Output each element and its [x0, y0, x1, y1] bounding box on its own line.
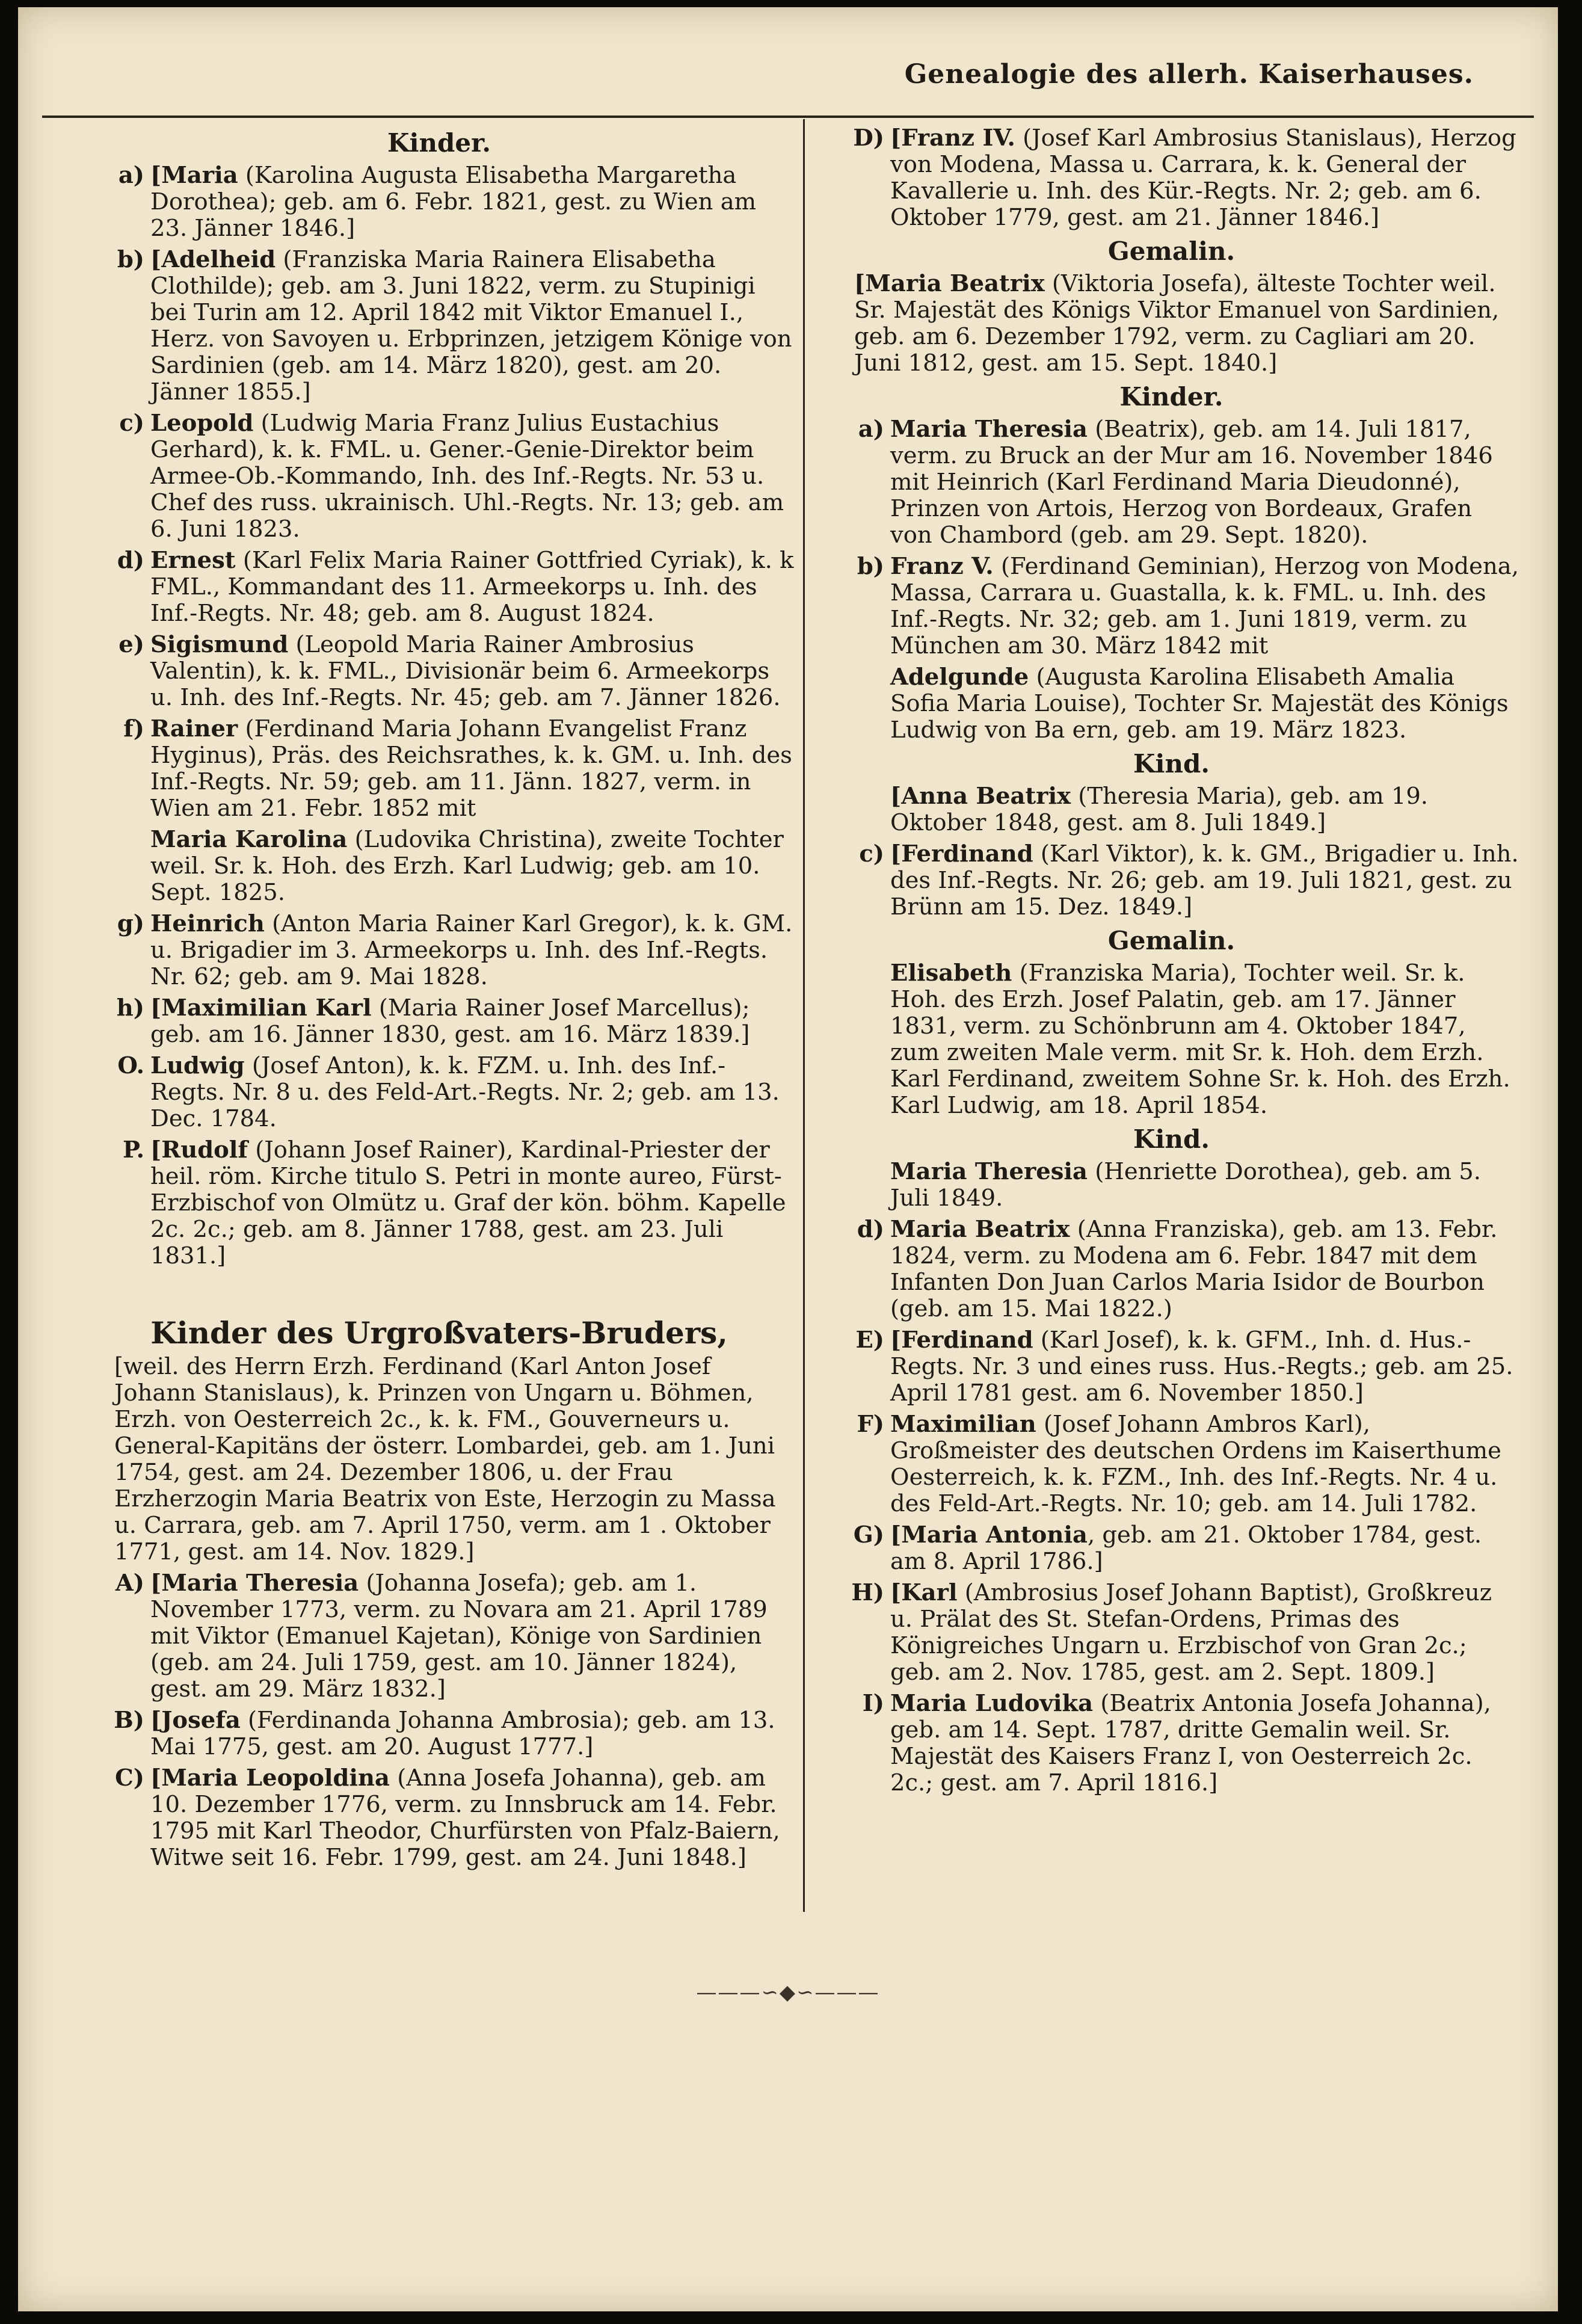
- entry-text: (Ludwig Maria Franz Julius Eustachius Gerhard), k. k. FML. u. Gener.-Genie-Direktor beim Armee-Ob.-Kommando, Inh. des Inf.-Regts. Nr. 53 u. Chef des russ. ukrainisch. Uhl.-Regts. Nr. 13; geb. am 6. Juni 1823.: [150, 410, 784, 543]
- entry: [824, 1691, 1519, 1796]
- entry-text: (Johann Josef Rainer), Kardinal-Priester der heil. röm. Kirche titulo S. Petri in monte aureo, Fürst-Erzbischof von Olmütz u. Graf der kön. böhm. Kapelle 2c. 2c.; geb. am 8. Jänner 1788, gest. am 23. Juli 1831.]: [150, 1136, 786, 1269]
- spouse-text: (Ludovika Christina), zweite Tochter weil. Sr. k. Hoh. des Erzh. Karl Ludwig; geb. am 10. Sept. 1825.: [150, 826, 784, 906]
- entry-letter: b): [117, 246, 144, 273]
- entry-name: Heinrich: [150, 910, 265, 937]
- entry-name: [Maria Antonia: [890, 1521, 1088, 1549]
- entry-text: (Johanna Josefa); geb. am 1. November 1773, verm. zu Novara am 21. April 1789 mit Viktor (Emanuel Kajetan), Könige von Sardinien (geb. am 24. Juli 1759, gest. am 10. Jänner 1824), gest. am 29. März 1832.]: [150, 1570, 768, 1703]
- entry-text: , geb. am 21. Oktober 1784, gest. am 8. April 1786.]: [890, 1521, 1482, 1575]
- entry-name: [Rudolf: [150, 1136, 248, 1164]
- entry-name: [Maria Leopoldina: [150, 1765, 390, 1792]
- entry-name: Maria Theresia: [890, 416, 1088, 443]
- entry-text: (Franziska Maria Rainera Elisabetha Clothilde); geb. am 3. Juni 1822, verm. zu Stupinigi bei Turin am 12. April 1842 mit Viktor Emanuel I., Herz. von Savoyen u. Erbprinzen, jetzigem Könige von Sardinien (geb. am 14. März 1820), gest. am 20. Jänner 1855.]: [150, 246, 792, 405]
- entry: [84, 162, 794, 242]
- entry: [84, 716, 794, 822]
- entry-name: [Maximilian Karl: [150, 994, 372, 1022]
- section-heading-kinder: Kinder.: [1119, 382, 1223, 411]
- entry-text: (Karolina Augusta Elisabetha Margaretha Dorothea); geb. am 6. Febr. 1821, gest. zu Wien am 23. Jänner 1846.]: [150, 162, 757, 242]
- entry: [824, 841, 1519, 920]
- entry: [824, 125, 1519, 231]
- entry-name: Maria Beatrix: [890, 1216, 1070, 1243]
- entry-letter: D): [853, 125, 884, 152]
- entry-text: (Maria Rainer Josef Marcellus); geb. am 16. Jänner 1830, gest. am 16. März 1839.]: [150, 994, 750, 1048]
- entry: [84, 247, 794, 405]
- entry-letter: g): [117, 910, 144, 937]
- spouse-text: (Augusta Karolina Elisabeth Amalia Sofia Maria Louise), Tochter Sr. Majestät des Königs Ludwig von Ba ern, geb. am 19. März 1823.: [890, 664, 1509, 744]
- entry: [84, 1707, 794, 1760]
- entry-letter: d): [857, 1216, 884, 1243]
- entry-name: [Karl: [890, 1579, 958, 1606]
- entry-letter: H): [851, 1579, 884, 1606]
- entry-letter: f): [123, 715, 144, 742]
- left-column: [84, 125, 794, 1876]
- entry-text: (Beatrix Antonia Josefa Johanna), geb. am 14. Sept. 1787, dritte Gemalin weil. Sr. Majestät des Kaisers Franz I, von Oesterreich 2c. 2c.; gest. am 7. April 1816.]: [890, 1690, 1491, 1796]
- entry-text: (Josef Karl Ambrosius Stanislaus), Herzog von Modena, Massa u. Carrara, k. k. General der Kavallerie u. Inh. des Kür.-Regts. Nr. 2; geb. am 6. Oktober 1779, gest. am 21. Jänner 1846.]: [890, 125, 1516, 231]
- entry-name: [Josefa: [150, 1707, 241, 1734]
- spouse-entry: [824, 271, 1519, 377]
- entry-letter: b): [857, 553, 884, 580]
- entry-text: (Ferdinand Maria Johann Evangelist Franz Hyginus), Präs. des Reichsrathes, k. k. GM. u. Inh. des Inf.-Regts. Nr. 59; geb. am 11. Jänn. 1827, verm. in Wien am 21. Febr. 1852 mit: [150, 715, 792, 822]
- entry-name: [Ferdinand: [890, 840, 1033, 868]
- entry-text: (Beatrix), geb. am 14. Juli 1817, verm. zu Bruck an der Mur am 16. November 1846 mit Heinrich (Karl Ferdinand Maria Dieudonné), Prinzen von Artois, Herzog von Bordeaux, Grafen von Chambord (geb. am 29. Sept. 1820).: [890, 416, 1493, 549]
- spouse-name: Adelgunde: [890, 664, 1029, 691]
- entry-letter: d): [117, 547, 144, 574]
- entry-text: (Ferdinanda Johanna Ambrosia); geb. am 13. Mai 1775, gest. am 20. August 1777.]: [150, 1707, 775, 1760]
- entry: [824, 553, 1519, 659]
- entry-text: (Leopold Maria Rainer Ambrosius Valentin), k. k. FML., Divisionär beim 6. Armeekorps u. Inh. des Inf.-Regts. Nr. 45; geb. am 7. Jänner 1826.: [150, 631, 781, 711]
- entry-text: (Karl Viktor), k. k. GM., Brigadier u. Inh. des Inf.-Regts. Nr. 26; geb. am 19. Juli 1821, gest. zu Brünn am 15. Dez. 1849.]: [890, 840, 1519, 920]
- entry-text: (Anna Josefa Johanna), geb. am 10. Dezember 1776, verm. zu Innsbruck am 14. Febr. 1795 mit Karl Theodor, Churfürsten von Pfalz-Baiern, Witwe seit 16. Febr. 1799, gest. am 24. Juni 1848.]: [150, 1765, 780, 1871]
- entry-letter: G): [853, 1521, 884, 1549]
- entry-name: Maria Ludovika: [890, 1690, 1094, 1717]
- entry-letter: c): [119, 410, 144, 437]
- child-name: Maria Theresia: [890, 1158, 1088, 1185]
- spouse-text: (Franziska Maria), Tochter weil. Sr. k. Hoh. des Erzh. Josef Palatin, geb. am 17. Jänner 1831, verm. zu Schönbrunn am 4. Oktober 1847, zum zweiten Male verm. mit Sr. k. Hoh. dem Erzh. Karl Ferdinand, zweitem Sohne Sr. k. Hoh. des Erzh. Karl Ludwig, am 18. April 1854.: [890, 960, 1510, 1119]
- entry-name: Leopold: [150, 410, 254, 437]
- entry-letter: e): [118, 631, 144, 658]
- entry-letter: a): [858, 416, 884, 443]
- entry-name: Ernest: [150, 547, 236, 574]
- entry-text: (Ferdinand Geminian), Herzog von Modena, Massa, Carrara u. Guastalla, k. k. FML. u. Inh. des Inf.-Regts. Nr. 32; geb. am 1. Juni 1819, verm. zu München am 30. März 1842 mit: [890, 553, 1519, 659]
- entry-letter: F): [857, 1411, 884, 1438]
- entry-name: [Maria: [150, 162, 238, 189]
- entry: [84, 1137, 794, 1269]
- child-name: [Anna Beatrix: [890, 783, 1071, 810]
- right-column: [824, 125, 1519, 1801]
- entry-letter: c): [859, 840, 884, 868]
- entry: [84, 1570, 794, 1703]
- page-header: Genealogie des allerh. Kaiserhauses.: [904, 59, 1474, 90]
- spouse-entry: [84, 827, 794, 906]
- child-entry: [824, 783, 1519, 836]
- entry-letter: O.: [117, 1052, 144, 1079]
- entry-name: [Maria Theresia: [150, 1570, 359, 1597]
- entry-text: (Josef Anton), k. k. FZM. u. Inh. des Inf.-Regts. Nr. 8 u. des Feld-Art.-Regts. Nr. 2; geb. am 13. Dec. 1784.: [150, 1052, 780, 1132]
- entry: [84, 1765, 794, 1871]
- entry-letter: P.: [123, 1136, 144, 1164]
- entry-name: Rainer: [150, 715, 238, 742]
- spouse-name: [Maria Beatrix: [854, 270, 1045, 297]
- entry-name: Sigismund: [150, 631, 289, 658]
- entry-letter: E): [855, 1327, 884, 1354]
- entry-text: (Anna Franziska), geb. am 13. Febr. 1824, verm. zu Modena am 6. Febr. 1847 mit dem Infanten Don Juan Carlos Maria Isidor de Bourbon (geb. am 15. Mai 1822.): [890, 1216, 1498, 1322]
- spouse-name: Maria Karolina: [150, 826, 348, 853]
- child-text: (Henriette Dorothea), geb. am 5. Juli 1849.: [890, 1158, 1481, 1212]
- entry-letter: a): [118, 162, 144, 189]
- spouse-entry: [824, 664, 1519, 744]
- entry-text: (Karl Josef), k. k. GFM., Inh. d. Hus.-Regts. Nr. 3 und eines russ. Hus.-Regts.; geb. am 25. April 1781 gest. am 6. November 1850.]: [890, 1327, 1513, 1407]
- entry-text: (Josef Johann Ambros Karl), Großmeister des deutschen Ordens im Kaiserthume Oesterreich, k. k. FZM., Inh. des Inf.-Regts. Nr. 4 u. des Feld-Art.-Regts. Nr. 10; geb. am 14. Juli 1782.: [890, 1411, 1501, 1517]
- entry: [824, 1411, 1519, 1517]
- entry-letter: h): [116, 994, 144, 1022]
- entry-name: Maximilian: [890, 1411, 1036, 1438]
- urgross-intro: [weil. des Herrn Erzh. Ferdinand (Karl Anton Josef Johann Stanislaus), k. Prinzen von Ungarn u. Böhmen, Erzh. von Oesterreich 2c., k. k. FM., Gouverneurs u. General-Kapitäns der österr. Lombardei, geb. am 1. Juni 1754, gest. am 24. Dezember 1806, u. der Frau Erzherzogin Maria Beatrix von Este, Herzogin zu Massa u. Carrara, geb. am 7. April 1750, verm. am 1 . Oktober 1771, gest. am 14. Nov. 1829.]: [114, 1353, 776, 1565]
- entry-letter: A): [115, 1570, 144, 1597]
- entry: [824, 416, 1519, 549]
- document-page: [18, 7, 1558, 2311]
- entry-letter: I): [862, 1690, 884, 1717]
- entry: [84, 410, 794, 543]
- child-entry: [824, 1159, 1519, 1212]
- ornament-divider-icon: ———∽◆∽———: [696, 1980, 880, 2005]
- entry: [824, 1327, 1519, 1407]
- entry: [824, 1522, 1519, 1575]
- section-heading-kind: Kind.: [1133, 1124, 1210, 1154]
- entry-text: (Karl Felix Maria Rainer Gottfried Cyriak), k. k FML., Kommandant des 11. Armeekorps u. Inh. des Inf.-Regts. Nr. 48; geb. am 8. August 1824.: [150, 547, 794, 627]
- entry: [84, 1053, 794, 1132]
- entry: [84, 995, 794, 1048]
- entry-letter: C): [115, 1765, 144, 1792]
- header-rule: [42, 116, 1534, 118]
- section-heading-gemalin: Gemalin.: [1107, 926, 1236, 955]
- entry-text: (Ambrosius Josef Johann Baptist), Großkreuz u. Prälat des St. Stefan-Ordens, Primas des Königreiches Ungarn u. Erzbischof von Gran 2c.; geb. am 2. Nov. 1785, gest. am 2. Sept. 1809.]: [890, 1579, 1492, 1686]
- column-divider: [803, 119, 805, 1912]
- section-heading-urgrossvater: Kinder des Urgroßvaters-Bruders,: [150, 1315, 728, 1351]
- entry-letter: B): [114, 1707, 144, 1734]
- child-text: (Theresia Maria), geb. am 19. Oktober 1848, gest. am 8. Juli 1849.]: [890, 783, 1429, 836]
- section-heading-kinder: Kinder.: [387, 128, 491, 158]
- entry: [824, 1580, 1519, 1686]
- section-heading-kind: Kind.: [1133, 749, 1210, 778]
- spouse-entry: [824, 960, 1519, 1119]
- entry-name: [Franz IV.: [890, 125, 1015, 152]
- entry-name: [Adelheid: [150, 246, 276, 273]
- spouse-text: (Viktoria Josefa), älteste Tochter weil. Sr. Majestät des Königs Viktor Emanuel von Sardinien, geb. am 6. Dezember 1792, verm. zu Cagliari am 20. Juni 1812, gest. am 15. Sept. 1840.]: [854, 270, 1500, 377]
- section-heading-gemalin: Gemalin.: [1107, 236, 1236, 266]
- entry: [84, 632, 794, 711]
- spouse-name: Elisabeth: [890, 960, 1012, 987]
- entry-text: (Anton Maria Rainer Karl Gregor), k. k. GM. u. Brigadier im 3. Armeekorps u. Inh. des Inf.-Regts. Nr. 62; geb. am 9. Mai 1828.: [150, 910, 793, 990]
- entry: [84, 911, 794, 990]
- entry: [84, 547, 794, 627]
- entry-name: Ludwig: [150, 1052, 245, 1079]
- entry-name: [Ferdinand: [890, 1327, 1033, 1354]
- entry: [824, 1216, 1519, 1322]
- entry-name: Franz V.: [890, 553, 994, 580]
